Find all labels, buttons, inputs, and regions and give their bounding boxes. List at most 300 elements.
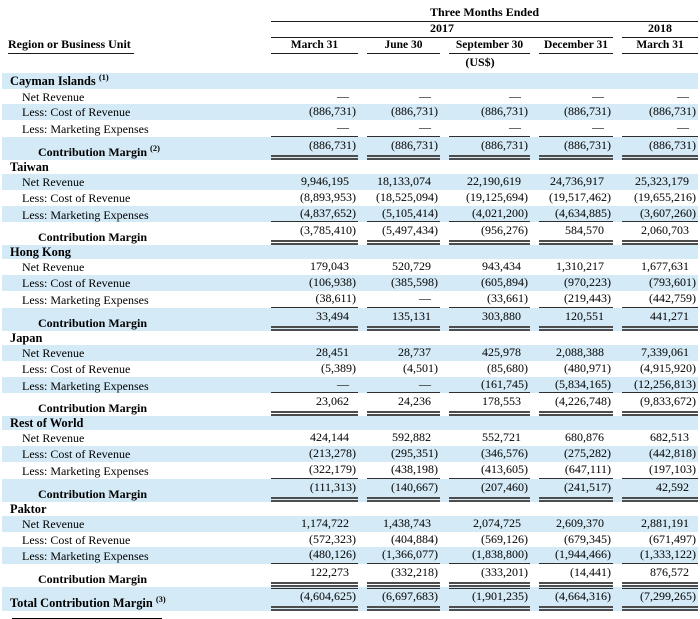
cell-value: (4,021,200): [449, 206, 530, 223]
value-cell: [262, 190, 358, 206]
margin-row: [2, 393, 698, 416]
value-cell: [358, 393, 440, 416]
cell-value: (1,901,235): [449, 588, 530, 611]
margin-label: Contribution Margin: [38, 572, 148, 587]
value-cell: [262, 377, 358, 394]
cell-value: (4,915,920): [640, 360, 697, 375]
cell-value: (19,655,216): [634, 189, 697, 204]
empty-cell: [358, 160, 440, 174]
value-cell: [358, 361, 440, 377]
col-header-cell: [440, 38, 530, 55]
value-cell: [440, 479, 530, 502]
value-cell: [262, 259, 358, 275]
value-cell: [262, 222, 358, 245]
cell-value: (647,111): [539, 462, 613, 479]
value-cell: [530, 516, 613, 532]
cell-value: (8,893,953): [300, 189, 356, 204]
value-cell: [440, 275, 530, 291]
cell-value: —: [622, 120, 698, 137]
value-cell: [262, 430, 358, 446]
cell-value: (213,278): [309, 446, 356, 461]
cell-value: 682,513: [650, 430, 690, 445]
value-cell: [530, 222, 613, 245]
value-cell: [530, 377, 613, 394]
cell-value: (241,517): [539, 480, 613, 502]
cell-value: (886,731): [649, 104, 697, 119]
empty-cell: [440, 73, 530, 88]
value-cell: [440, 89, 530, 105]
cell-value: (7,299,265): [622, 588, 698, 611]
value-cell: [358, 547, 440, 564]
cell-value: (1,838,800): [449, 547, 530, 564]
col-header-cell: [262, 38, 358, 55]
value-cell: [613, 430, 698, 446]
cell-value: —: [677, 88, 690, 103]
value-cell: [262, 275, 358, 291]
value-cell: [530, 479, 613, 502]
col-header-jun30: June 30: [367, 39, 440, 54]
value-cell: [530, 206, 613, 223]
value-cell: [530, 291, 613, 308]
section-header-row: [2, 331, 698, 345]
empty-cell: [358, 245, 440, 259]
value-cell: [530, 89, 613, 105]
col-header-cell: [358, 38, 440, 55]
col-header-sep30: September 30: [449, 39, 530, 54]
value-cell: [613, 377, 698, 394]
col-header-mar31-2017: March 31: [271, 39, 358, 54]
value-cell: [262, 345, 358, 361]
cell-value: 18,133,074: [377, 174, 431, 189]
value-cell: [530, 190, 613, 206]
cell-value: 680,876: [565, 430, 604, 445]
data-row: [2, 345, 698, 361]
row-label: Less: Marketing Expenses: [2, 547, 262, 564]
column-header-row: [2, 38, 698, 55]
cell-value: 23,062: [271, 394, 358, 416]
cell-value: (106,938): [309, 275, 356, 290]
row-header-cell: [2, 38, 262, 55]
cell-value: 120,551: [539, 309, 613, 331]
value-cell: [262, 532, 358, 548]
empty-cell: [530, 73, 613, 88]
value-cell: [530, 275, 613, 291]
cell-value: (161,745): [449, 377, 530, 394]
cell-value: 1,677,631: [641, 259, 690, 274]
cell-value: (442,759): [622, 291, 698, 308]
value-cell: [613, 462, 698, 479]
cell-value: —: [337, 88, 349, 103]
value-cell: [530, 446, 613, 462]
value-cell: [262, 89, 358, 105]
cell-value: (111,313): [271, 480, 358, 502]
total-label: Total Contribution Margin $^{(3)}$: [2, 587, 262, 611]
margin-label: Contribution Margin: [2, 479, 262, 502]
value-cell: [530, 430, 613, 446]
empty-cell: [262, 416, 358, 430]
contribution-margin-table: [2, 3, 698, 611]
col-header-cell: [530, 38, 613, 55]
data-row: [2, 377, 698, 394]
cell-value: (3,607,260): [622, 206, 698, 223]
empty-cell: [613, 416, 698, 430]
empty-cell: [358, 502, 440, 516]
cell-value: 24,736,917: [550, 174, 604, 189]
value-cell: [613, 446, 698, 462]
value-cell: [358, 430, 440, 446]
row-label: Net Revenue: [22, 260, 85, 275]
year-2018-cell: [613, 22, 698, 38]
cell-value: 28,737: [398, 344, 431, 359]
year-2018: 2018: [622, 22, 698, 38]
table-header: [2, 3, 698, 73]
value-cell: [358, 532, 440, 548]
value-cell: [440, 377, 530, 394]
row-label: Less: Marketing Expenses: [2, 206, 262, 223]
value-cell: [358, 516, 440, 532]
cell-value: 520,729: [392, 259, 431, 274]
cell-value: 42,592: [622, 480, 698, 502]
cell-value: (956,276): [449, 223, 530, 245]
spacer-cell: [2, 54, 262, 73]
data-row: [2, 120, 698, 137]
value-cell: [358, 564, 440, 587]
margin-label: Contribution Margin: [38, 401, 148, 416]
cell-value: (6,697,683): [367, 588, 440, 611]
value-cell: [440, 206, 530, 223]
cell-value: (38,611): [271, 291, 358, 308]
value-cell: [358, 446, 440, 462]
cell-value: (3,785,410): [271, 223, 358, 245]
margin-row: [2, 564, 698, 587]
cell-value: (19,125,694): [466, 189, 528, 204]
value-cell: [440, 120, 530, 137]
value-cell: [358, 222, 440, 245]
value-cell: [358, 377, 440, 394]
value-cell: [613, 532, 698, 548]
value-cell: [358, 479, 440, 502]
margin-row: [2, 222, 698, 245]
period-title: Three Months Ended: [271, 6, 698, 22]
value-cell: [613, 587, 698, 611]
section-name: Paktor: [10, 501, 47, 516]
value-cell: [440, 393, 530, 416]
value-cell: [613, 291, 698, 308]
empty-cell: [440, 331, 530, 345]
value-cell: [613, 206, 698, 223]
value-cell: [262, 516, 358, 532]
year-2017-cell: [262, 22, 613, 38]
value-cell: [358, 174, 440, 190]
cell-value: (572,323): [309, 531, 356, 546]
cell-value: 25,323,179: [635, 174, 690, 189]
value-cell: [440, 532, 530, 548]
value-cell: [262, 120, 358, 137]
data-row: [2, 275, 698, 291]
currency-note: (US$): [465, 55, 495, 70]
value-cell: [440, 587, 530, 611]
value-cell: [262, 206, 358, 223]
value-cell: [358, 120, 440, 137]
value-cell: [440, 564, 530, 587]
col-header-mar31-2018: March 31: [622, 39, 698, 54]
value-cell: [530, 174, 613, 190]
section-name: Taiwan: [10, 159, 49, 174]
table-body: [2, 73, 698, 611]
cell-value: 2,088,388: [556, 344, 604, 359]
cell-value: (9,833,672): [622, 394, 698, 416]
row-label: Less: Marketing Expenses: [22, 293, 149, 308]
empty-cell: [358, 73, 440, 88]
value-cell: [613, 308, 698, 331]
value-cell: [613, 361, 698, 377]
cell-value: (385,598): [391, 275, 438, 290]
value-cell: [530, 532, 613, 548]
empty-cell: [530, 160, 613, 174]
cell-value: (970,223): [564, 275, 611, 290]
row-label: Less: Cost of Revenue: [22, 361, 131, 376]
margin-row: [2, 137, 698, 160]
row-label: Less: Cost of Revenue: [2, 275, 262, 291]
col-header-dec31: December 31: [539, 39, 613, 54]
value-cell: [358, 190, 440, 206]
row-label: Less: Marketing Expenses: [2, 377, 262, 394]
cell-value: (1,366,077): [367, 547, 440, 564]
cell-value: (605,894): [481, 275, 528, 290]
empty-cell: [530, 245, 613, 259]
value-cell: [440, 222, 530, 245]
value-cell: [440, 259, 530, 275]
period-title-cell: [262, 3, 698, 22]
empty-cell: [530, 331, 613, 345]
empty-cell: [358, 331, 440, 345]
value-cell: [440, 547, 530, 564]
value-cell: [440, 516, 530, 532]
cell-value: (886,731): [449, 138, 530, 160]
value-cell: [613, 89, 698, 105]
data-row: [2, 259, 698, 275]
empty-cell: [262, 160, 358, 174]
cell-value: 876,572: [622, 565, 698, 587]
value-cell: [613, 259, 698, 275]
value-cell: [530, 104, 613, 120]
cell-value: 2,074,725: [473, 515, 521, 530]
cell-value: (18,525,094): [376, 189, 438, 204]
empty-cell: [530, 416, 613, 430]
cell-value: (886,731): [539, 138, 613, 160]
cell-value: (4,226,748): [539, 394, 613, 416]
cell-value: (14,441): [539, 565, 613, 587]
row-label: Less: Marketing Expenses: [22, 122, 149, 137]
cell-value: 24,236: [367, 394, 440, 416]
year-2017: 2017: [271, 22, 613, 38]
cell-value: (295,351): [391, 446, 438, 461]
value-cell: [440, 291, 530, 308]
data-row: [2, 206, 698, 223]
value-cell: [613, 564, 698, 587]
value-cell: [613, 222, 698, 245]
cell-value: (85,680): [487, 360, 528, 375]
value-cell: [358, 462, 440, 479]
data-row: [2, 361, 698, 377]
cell-value: 441,271: [622, 309, 698, 331]
footnote-marker: (3): [155, 594, 166, 605]
cell-value: (332,218): [367, 565, 440, 587]
section-header-row: [2, 245, 698, 259]
row-header-label: Region or Business Unit: [8, 38, 134, 55]
value-cell: [530, 137, 613, 160]
row-label: Net Revenue: [2, 174, 262, 190]
cell-value: (4,604,625): [271, 588, 358, 611]
cell-value: (886,731): [481, 104, 528, 119]
cell-value: (33,661): [449, 291, 530, 308]
value-cell: [262, 587, 358, 611]
row-label: Less: Cost of Revenue: [22, 190, 131, 205]
cell-value: (886,731): [391, 104, 438, 119]
cell-value: 1,438,743: [383, 515, 431, 530]
data-row: [2, 89, 698, 105]
section-name: Japan: [10, 330, 43, 345]
cell-value: (19,517,462): [549, 189, 611, 204]
cell-value: (322,179): [271, 462, 358, 479]
cell-value: —: [367, 120, 440, 137]
col-header-cell: [613, 38, 698, 55]
cell-value: (569,126): [481, 531, 528, 546]
row-label: Net Revenue: [2, 516, 262, 532]
value-cell: [358, 587, 440, 611]
value-cell: [358, 104, 440, 120]
value-cell: [262, 137, 358, 160]
cell-value: (5,105,414): [367, 206, 440, 223]
data-row: [2, 516, 698, 532]
row-label: Less: Marketing Expenses: [22, 463, 149, 478]
cell-value: (413,605): [449, 462, 530, 479]
empty-cell: [262, 73, 358, 88]
empty-cell: [440, 245, 530, 259]
cell-value: 179,043: [310, 259, 349, 274]
cell-value: 7,339,061: [641, 344, 690, 359]
cell-value: (5,389): [321, 360, 356, 375]
cell-value: 28,451: [316, 344, 349, 359]
empty-cell: [530, 502, 613, 516]
value-cell: [262, 291, 358, 308]
data-row: [2, 462, 698, 479]
value-cell: [440, 104, 530, 120]
value-cell: [613, 479, 698, 502]
empty-cell: [262, 502, 358, 516]
value-cell: [440, 137, 530, 160]
value-cell: [358, 206, 440, 223]
cell-value: (333,201): [449, 565, 530, 587]
margin-label: Contribution Margin: [2, 308, 262, 331]
value-cell: [262, 361, 358, 377]
cell-value: (4,664,316): [539, 588, 613, 611]
cell-value: (886,731): [622, 138, 698, 160]
cell-value: (140,667): [367, 480, 440, 502]
cell-value: (197,103): [622, 462, 698, 479]
section-name: Hong Kong: [2, 245, 262, 259]
value-cell: [262, 564, 358, 587]
value-cell: [440, 462, 530, 479]
period-title-row: [2, 3, 698, 22]
value-cell: [440, 190, 530, 206]
row-label: Net Revenue: [22, 89, 85, 104]
value-cell: [358, 259, 440, 275]
value-cell: [530, 361, 613, 377]
cell-value: —: [419, 88, 431, 103]
cell-value: 178,553: [449, 394, 530, 416]
empty-cell: [613, 160, 698, 174]
data-row: [2, 446, 698, 462]
value-cell: [262, 174, 358, 190]
value-cell: [530, 587, 613, 611]
empty-cell: [613, 331, 698, 345]
value-cell: [358, 275, 440, 291]
empty-cell: [613, 502, 698, 516]
data-row: [2, 174, 698, 190]
section-header-row: [2, 416, 698, 430]
value-cell: [358, 308, 440, 331]
cell-value: 424,144: [310, 430, 349, 445]
cell-value: (438,198): [367, 462, 440, 479]
data-row: [2, 430, 698, 446]
data-row: [2, 532, 698, 548]
section-header-row: [2, 73, 698, 88]
cell-value: —: [449, 120, 530, 137]
footnote-marker: (1): [98, 72, 109, 83]
cell-value: (480,971): [564, 360, 611, 375]
section-header-row: [2, 160, 698, 174]
cell-value: (4,634,885): [539, 206, 613, 223]
value-cell: [530, 308, 613, 331]
row-label: Net Revenue: [22, 431, 85, 446]
cell-value: 1,310,217: [556, 259, 604, 274]
value-cell: [530, 120, 613, 137]
cell-value: —: [509, 88, 521, 103]
cell-value: (1,333,122): [622, 547, 698, 564]
cell-value: —: [539, 120, 613, 137]
value-cell: [262, 547, 358, 564]
value-cell: [613, 174, 698, 190]
value-cell: [262, 104, 358, 120]
cell-value: (886,731): [564, 104, 611, 119]
data-row: [2, 291, 698, 308]
footnote-marker: (2): [150, 142, 160, 153]
empty-cell: [358, 416, 440, 430]
margin-label: Contribution Margin: [38, 230, 148, 245]
margin-row: [2, 479, 698, 502]
cell-value: (679,345): [564, 531, 611, 546]
cell-value: (671,497): [649, 531, 697, 546]
value-cell: [440, 446, 530, 462]
data-row: [2, 190, 698, 206]
value-cell: [613, 393, 698, 416]
empty-cell: [440, 416, 530, 430]
cell-value: 592,882: [392, 430, 431, 445]
cell-value: 425,978: [482, 344, 521, 359]
value-cell: [613, 275, 698, 291]
value-cell: [613, 190, 698, 206]
value-cell: [440, 430, 530, 446]
cell-value: —: [592, 88, 604, 103]
cell-value: —: [271, 120, 358, 137]
value-cell: [440, 345, 530, 361]
value-cell: [530, 564, 613, 587]
cell-value: 943,434: [482, 259, 521, 274]
data-row: [2, 104, 698, 120]
value-cell: [262, 446, 358, 462]
total-row: [2, 587, 698, 611]
